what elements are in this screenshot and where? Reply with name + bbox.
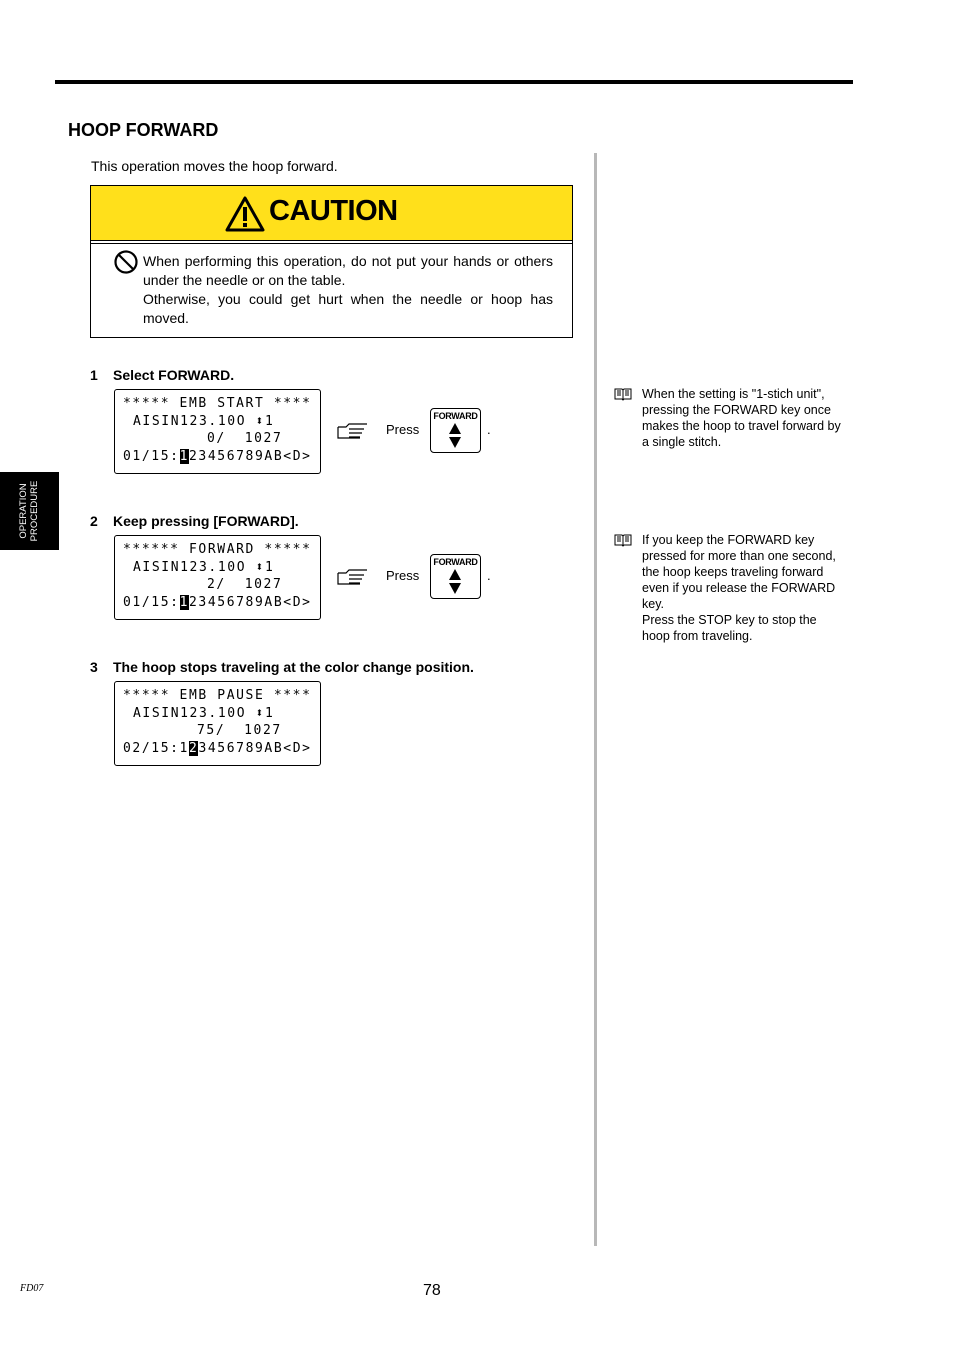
press-label: Press: [386, 568, 420, 583]
period: .: [487, 422, 491, 437]
top-rule: [55, 80, 853, 84]
lcd-line-3: 75/ 1027: [197, 723, 282, 738]
note-1: [642, 386, 842, 450]
forward-key-button[interactable]: [430, 408, 481, 453]
updown-arrow-icon: ⬍: [255, 560, 265, 575]
lcd-sequence: 23456789AB<D>: [189, 449, 312, 464]
lcd-display-2: [114, 535, 321, 620]
lcd-speed: 1: [264, 414, 275, 429]
footer-code: FD07: [20, 1283, 44, 1294]
forward-key-label: FORWARD: [433, 411, 478, 421]
section-side-tab: [0, 472, 59, 550]
lcd-design-name: AISIN123.10O: [133, 706, 256, 721]
pointing-hand-icon: [336, 567, 370, 587]
note-text: If you keep the FORWARD key pressed for more than one second, the hoop keeps traveling forward even if you release the FORWARD key.: [642, 533, 836, 611]
lcd-line-4: [123, 741, 312, 757]
prohibited-icon: [114, 250, 138, 274]
press-label: Press: [386, 422, 420, 437]
side-tab-line-2: PROCEDURE: [29, 480, 40, 542]
forward-key-label: FORWARD: [433, 557, 478, 567]
lcd-line-1: ***** EMB START ****: [123, 396, 312, 411]
lcd-design-name: AISIN123.10O: [133, 560, 256, 575]
step-1-heading: [90, 367, 234, 383]
lcd-line-3: 0/ 1027: [207, 431, 283, 446]
pointing-hand-icon: [336, 421, 370, 441]
section-title: HOOP FORWARD: [68, 120, 219, 140]
lcd-speed: 1: [264, 706, 275, 721]
lcd-line-1: ***** EMB PAUSE ****: [123, 688, 312, 703]
column-divider: [594, 153, 597, 1246]
step-2-heading: [90, 513, 299, 529]
warning-triangle-icon: [225, 196, 265, 232]
lcd-color-count: 02/15:1: [123, 741, 189, 756]
caution-text: [143, 252, 553, 328]
lcd-display-1: [114, 389, 321, 474]
side-tab-line-1: OPERATION: [18, 483, 29, 539]
step-number: 3: [90, 659, 98, 675]
lcd-line-2: [133, 706, 274, 722]
up-down-arrow-icon: [448, 569, 462, 595]
lcd-line-3: 2/ 1027: [207, 577, 283, 592]
lcd-design-name: AISIN123.10O: [133, 414, 256, 429]
lcd-cursor: 1: [179, 595, 189, 610]
intro-text: This operation moves the hoop forward.: [91, 158, 338, 174]
up-down-arrow-icon: [448, 423, 462, 449]
lcd-line-4: [123, 449, 312, 465]
note-2: [642, 532, 842, 644]
side-tab-label: [18, 481, 40, 542]
book-note-icon: [614, 387, 632, 401]
lcd-display-3: [114, 681, 321, 766]
caution-divider: [91, 243, 572, 244]
lcd-line-4: [123, 595, 312, 611]
updown-arrow-icon: ⬍: [255, 414, 265, 429]
step-number: 2: [90, 513, 98, 529]
caution-box: [90, 185, 573, 338]
lcd-line-2: [133, 414, 274, 430]
lcd-sequence: 23456789AB<D>: [189, 595, 312, 610]
step-3-heading: [90, 659, 474, 675]
lcd-cursor: 2: [189, 741, 199, 756]
lcd-speed: 1: [264, 560, 275, 575]
note-text-2: Press the STOP key to stop the hoop from traveling.: [642, 613, 817, 643]
caution-line-2: Otherwise, you could get hurt when the needle or hoop has moved.: [143, 291, 553, 326]
caution-title: CAUTION: [269, 195, 398, 227]
step-text: Select FORWARD.: [113, 367, 235, 383]
step-number: 1: [90, 367, 98, 383]
caution-line-1: When performing this operation, do not put your hands or others under the needle or on the table.: [143, 253, 553, 288]
step-text: Keep pressing [FORWARD].: [113, 513, 299, 529]
period: .: [487, 568, 491, 583]
lcd-cursor: 1: [179, 449, 189, 464]
lcd-color-count: 01/15:: [123, 595, 180, 610]
step-text: The hoop stops traveling at the color change position.: [113, 659, 474, 675]
book-note-icon: [614, 533, 632, 547]
lcd-color-count: 01/15:: [123, 449, 180, 464]
page-number: 78: [423, 1282, 441, 1299]
lcd-line-2: [133, 560, 274, 576]
lcd-line-1: ****** FORWARD *****: [123, 542, 312, 557]
lcd-sequence: 3456789AB<D>: [198, 741, 312, 756]
updown-arrow-icon: ⬍: [255, 706, 265, 721]
forward-key-button[interactable]: [430, 554, 481, 599]
note-text: When the setting is "1-stich unit", pressing the FORWARD key once makes the hoop to travel forward by a single stitch.: [642, 387, 841, 449]
caution-header: [91, 186, 572, 241]
